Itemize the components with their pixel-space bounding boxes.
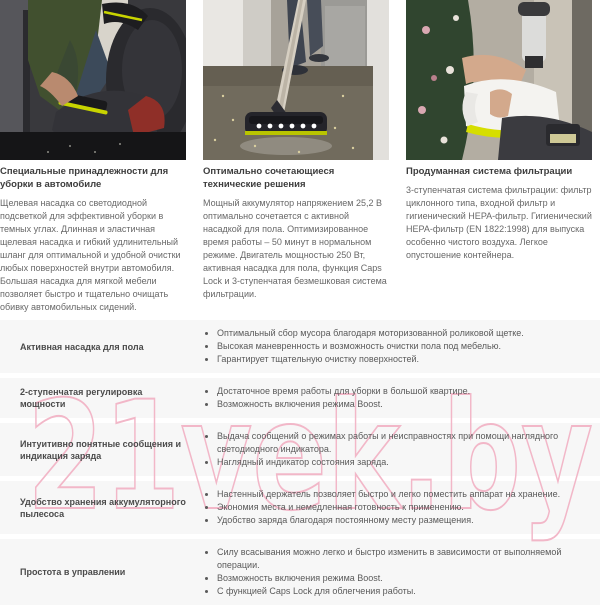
highlight-column-car [0,0,186,314]
feature-row-power-levels [0,378,600,418]
feature-row-floor-nozzle [0,320,600,373]
feature-bullet-list [200,546,600,598]
feature-bullet: • Гарантирует тщательную очистку поверхностей. [217,353,600,366]
feature-bullet: • Возможность включения режима Boost. [217,398,600,411]
highlight-text: Мощный аккумулятор напряжением 25,2 В оптимально сочетается с активной насадкой для пола. Оптимизированное время работы – 50 минут в нормальном режиме. Двигатель мощностью 250 Вт, активная насадка для пола, функция Caps Lock и 3-ступенчатая безмешковая система фильтрации. [203,198,387,299]
feature-bullet-list [200,430,600,469]
feature-row-ease-of-use [0,539,600,605]
feature-label: Интуитивно понятные сообщения и индикация заряда [20,438,182,461]
feature-bullet: • Удобство заряда благодаря постоянному месту размещения. [217,514,600,527]
feature-bullet: • Высокая маневренность и возможность очистки пола под мебелью. [217,340,600,353]
handheld-vacuum-photo [406,0,592,160]
feature-label: Активная насадка для пола [20,341,144,352]
feature-bullet: • С функцией Caps Lock для облегчения работы. [217,585,600,598]
highlight-text: Щелевая насадка со светодиодной подсветкой для эффективной уборки в темных углах. Длинная и эластичная щелевая насадка и гибкий удлинительный шланг для оптимальной и удобной очистки любых поверхностей внутри автомобиля. Большая насадка для мягкой мебели позволяет быстро и тщательно очищать обивку автомобильных сидений. [0,198,181,312]
feature-row-storage [0,481,600,534]
feature-label: Простота в управлении [20,567,126,577]
feature-bullet: • Достаточное время работы для уборки в большой квартире. [217,385,600,398]
floor-nozzle-led-photo [203,0,389,160]
feature-bullet: • Выдача сообщений о режимах работы и неисправностях при помощи наглядного светодиодного индикатора. [217,430,600,456]
highlight-text: 3-ступенчатая система фильтрации: фильтр циклонного типа, входной фильтр и гигиенический HEPA-фильтр. Гигиенический HEPA-фильтр (EN 1822:1998) для выпуска особенно чистого воздуха. Легкое опустошение контейнера. [406,185,592,260]
feature-label: 2-ступенчатая регулировка мощности [20,387,143,409]
highlight-column-filter [406,0,592,314]
highlight-heading: Специальные принадлежности для уборки в автомобиле [0,166,169,190]
feature-table [0,320,600,605]
feature-bullet-list [200,385,600,411]
feature-row-indicator [0,423,600,476]
feature-bullet: • Силу всасывания можно легко и быстро изменить в зависимости от выполняемой операции. [217,546,600,572]
highlight-heading: Продуманная система фильтрации [406,166,573,177]
feature-label: Удобство хранения аккумуляторного пылесоса [20,496,186,519]
feature-bullet-list [200,488,600,527]
feature-bullet-list [200,327,600,366]
highlight-heading: Оптимально сочетающиеся технические решения [203,166,335,190]
feature-bullet: • Настенный держатель позволяет быстро и легко поместить аппарат на хранение. [217,488,600,501]
feature-bullet: • Возможность включения режима Boost. [217,572,600,585]
highlight-column-floor [203,0,389,314]
feature-bullet: • Экономия места и немедленная готовность к применению. [217,501,600,514]
feature-bullet: • Оптимальный сбор мусора благодаря моторизованной роликовой щетке. [217,327,600,340]
feature-bullet: • Наглядный индикатор состояния заряда. [217,456,600,469]
watermark-text: 21vek.by [27,382,593,542]
car-seat-cleaning-photo [0,0,186,160]
